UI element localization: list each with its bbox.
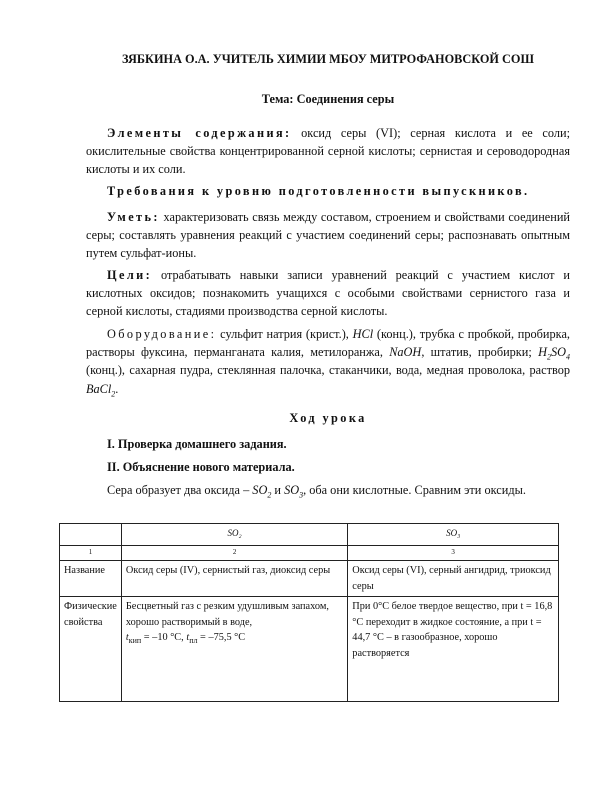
- table-row-name: [60, 561, 559, 597]
- row-label-name: Название: [60, 561, 122, 597]
- h2so4-so: SO: [550, 345, 566, 360]
- hcl-formula: HCl: [352, 327, 374, 341]
- equipment-text-4: (конц.), сахарная пудра, стеклянная палочка, стаканчики, вода, медная проволока, раствор: [86, 363, 570, 378]
- table-row-physical: [60, 597, 559, 702]
- h2so4-formula: [538, 345, 570, 362]
- header-so2: SO₂: [121, 524, 347, 546]
- equipment-text-1: сульфит натрия (крист.),: [216, 327, 353, 341]
- so2-physical-text: Бесцветный газ с резким удушливым запахом, хорошо растворимый в воде,: [125, 601, 329, 628]
- table-number-row: [60, 546, 559, 561]
- bacl2-formula: [86, 381, 116, 399]
- h2so4-sub-2: 2: [546, 352, 551, 362]
- skills-text: характеризовать связь между составом, строением и свойствами соединений серы; составлять уравнения реакций с участием соединений серы; распознавать опытным путем сульфат-ионы.: [86, 210, 570, 261]
- goals-label: Цели:: [107, 268, 153, 282]
- equipment-text-5: .: [115, 381, 119, 396]
- column-number-2: 2: [121, 546, 347, 561]
- bacl2-main: BaCl: [86, 381, 112, 396]
- so2-so: SO: [252, 483, 268, 497]
- goals-paragraph: [86, 266, 570, 321]
- skills-paragraph: [86, 208, 570, 263]
- so2-physical-cell: [121, 597, 347, 702]
- section-homework: I. Проверка домашнего задания.: [107, 437, 287, 451]
- content-elements-paragraph: [86, 124, 570, 179]
- so3-name-cell: Оксид серы (VI), серный ангидрид, триоксид серы: [348, 561, 559, 597]
- so2-boil-sub: кип: [128, 636, 142, 646]
- column-number-1: 1: [60, 546, 122, 561]
- column-number-3: 3: [348, 546, 559, 561]
- skills-label: Уметь:: [107, 210, 160, 224]
- intro-paragraph: [86, 481, 570, 499]
- so2-melt-sub: пл: [189, 636, 198, 646]
- so2-formula: [252, 483, 272, 500]
- so3-so: SO: [284, 483, 300, 497]
- so2-boil-value: = –10 °С,: [141, 632, 187, 644]
- section-new-material: II. Объяснение нового материала.: [107, 460, 295, 474]
- row-label-physical: Физические свойства: [60, 597, 122, 702]
- so3-formula: [284, 483, 304, 500]
- h2so4-sub-4: 4: [565, 352, 570, 362]
- so2-t-melt: t: [186, 632, 190, 644]
- table-header-row: [60, 524, 559, 546]
- content-elements-label: Элементы содержания:: [107, 126, 292, 140]
- content-elements-text: оксид серы (VI); серная кислота и ее соли; окислительные свойства концентрированной серной кислоты; сернистая и сероводородная кислоты и их соли.: [86, 126, 570, 177]
- so3-physical-cell: При 0°С белое твердое вещество, при t = 16,8 °С переходит в жидкое состояние, а при t = 44,7 °С – в газообразное, хорошо растворяется: [348, 597, 559, 702]
- header-so3: SO₃: [348, 524, 559, 546]
- naoh-formula: NaOH: [389, 345, 422, 360]
- so2-sub: 2: [267, 490, 272, 500]
- equipment-paragraph: [86, 325, 570, 398]
- requirements-heading: Требования к уровню подготовленности выпускников.: [107, 184, 530, 198]
- goals-text: отрабатывать навыки записи уравнений реакций с участием кислот и кислотных оксидов; познакомить учащихся с особыми свойствами сернистого газа и серной кислоты, стадиями производства серной кислоты.: [86, 268, 570, 319]
- equipment-text-2: (конц.), трубка с пробкой, пробирка, растворы фуксина, перманганата калия, метилоранжа,: [86, 327, 570, 360]
- so2-name-cell: Оксид серы (IV), сернистый газ, диоксид серы: [121, 561, 347, 597]
- equipment-label: Оборудование:: [107, 327, 217, 341]
- lesson-heading: Ход урока: [289, 411, 367, 425]
- header-empty-cell: [60, 524, 122, 546]
- so2-melt-value: = –75,5 °С: [197, 632, 246, 644]
- lesson-topic: Тема: Соединения серы: [261, 92, 395, 106]
- h2so4-h: H: [538, 345, 547, 360]
- so3-sub: 3: [299, 490, 304, 500]
- intro-text-2: и: [271, 483, 285, 497]
- intro-text-1: Сера образует два оксида –: [107, 483, 253, 497]
- so2-t-boil: t: [125, 632, 129, 644]
- bacl2-sub: 2: [111, 389, 116, 399]
- oxides-comparison-table: [59, 523, 559, 702]
- intro-text-3: , оба они кислотные. Сравним эти оксиды.: [303, 483, 526, 497]
- equipment-text-3: , штатив, пробирки;: [421, 345, 539, 360]
- author-header: ЗЯБКИНА О.А. УЧИТЕЛЬ ХИМИИ МБОУ МИТРОФАНОВСКОЙ СОШ: [122, 52, 534, 66]
